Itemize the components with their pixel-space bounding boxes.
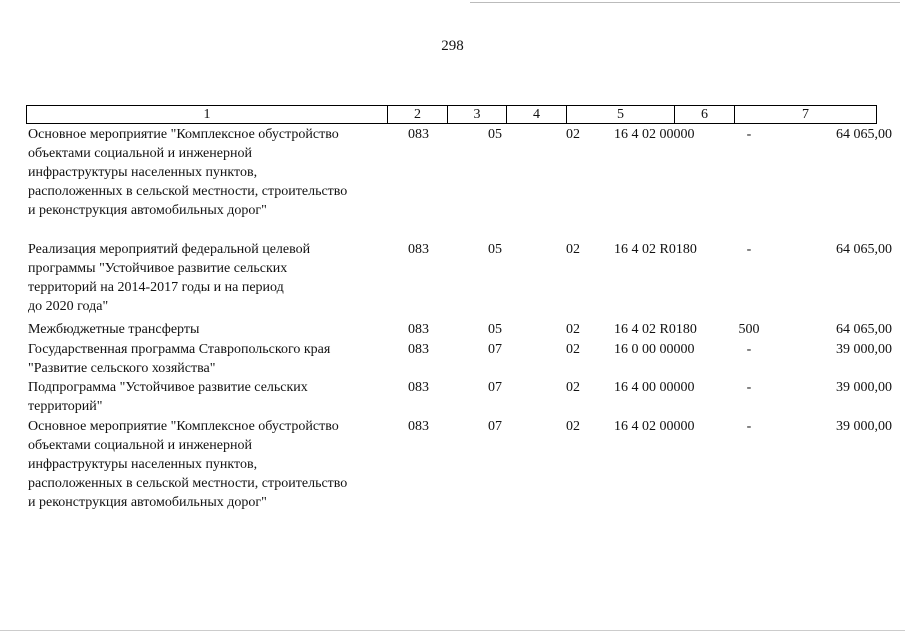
row-name: Межбюджетные трансферты <box>28 322 200 337</box>
table-row <box>26 378 892 417</box>
row-expense-type: - <box>746 242 752 257</box>
row-target-article: 16 0 00 00000 <box>614 342 695 357</box>
scan-artifact-bottom <box>0 630 905 631</box>
row-section: 05 <box>488 127 502 142</box>
table-body <box>26 125 892 517</box>
row-ministry-code: 083 <box>408 322 429 337</box>
row-section: 05 <box>488 242 502 257</box>
header-col-1: 1 <box>27 106 388 124</box>
header-col-2: 2 <box>388 106 448 124</box>
row-amount: 39 000,00 <box>836 342 892 357</box>
row-name: Государственная программа Ставропольского края "Развитие сельского хозяйства" <box>28 342 331 376</box>
row-ministry-code: 083 <box>408 380 429 395</box>
row-target-article: 16 4 02 00000 <box>614 127 695 142</box>
row-subsection: 02 <box>566 322 580 337</box>
header-col-3: 3 <box>448 106 507 124</box>
row-name: Основное мероприятие "Комплексное обустройство объектами социальной и инженерной инфраструктуры населенных пунктов, расположенных в сельской местности, строительство и реконструкция автомобильных дорог" <box>28 419 348 510</box>
table-row <box>26 417 892 517</box>
row-ministry-code: 083 <box>408 342 429 357</box>
header-col-7: 7 <box>735 106 877 124</box>
row-expense-type: - <box>746 127 752 142</box>
row-target-article: 16 4 02 R0180 <box>614 322 697 337</box>
row-expense-type: - <box>746 380 752 395</box>
row-name: Подпрограмма "Устойчивое развитие сельских территорий" <box>28 380 308 414</box>
row-amount: 64 065,00 <box>836 127 892 142</box>
header-col-4: 4 <box>507 106 567 124</box>
row-name: Основное мероприятие "Комплексное обустройство объектами социальной и инженерной инфраструктуры населенных пунктов, расположенных в сельской местности, строительство и реконструкция автомобильных дорог" <box>28 127 348 218</box>
row-subsection: 02 <box>566 342 580 357</box>
row-amount: 39 000,00 <box>836 380 892 395</box>
row-target-article: 16 4 02 00000 <box>614 419 695 434</box>
row-expense-type: - <box>746 342 752 357</box>
column-number-header <box>26 105 877 124</box>
row-name: Реализация мероприятий федеральной целевой программы "Устойчивое развитие сельских территорий на 2014-2017 годы и на период до 2020 года" <box>28 242 311 314</box>
row-target-article: 16 4 00 00000 <box>614 380 695 395</box>
table-row <box>26 340 892 378</box>
row-ministry-code: 083 <box>408 127 429 142</box>
row-target-article: 16 4 02 R0180 <box>614 242 697 257</box>
row-section: 07 <box>488 419 502 434</box>
table-row <box>26 240 892 320</box>
row-amount: 64 065,00 <box>836 322 892 337</box>
row-expense-type: - <box>746 419 752 434</box>
scan-artifact-top <box>470 2 900 3</box>
row-amount: 64 065,00 <box>836 242 892 257</box>
page-number: 298 <box>441 38 464 54</box>
row-amount: 39 000,00 <box>836 419 892 434</box>
row-subsection: 02 <box>566 242 580 257</box>
row-subsection: 02 <box>566 419 580 434</box>
row-ministry-code: 083 <box>408 419 429 434</box>
header-col-6: 6 <box>675 106 735 124</box>
table-row <box>26 320 892 340</box>
row-subsection: 02 <box>566 127 580 142</box>
row-section: 07 <box>488 342 502 357</box>
row-expense-type: 500 <box>738 322 760 337</box>
row-subsection: 02 <box>566 380 580 395</box>
row-section: 05 <box>488 322 502 337</box>
row-section: 07 <box>488 380 502 395</box>
header-col-5: 5 <box>567 106 675 124</box>
row-ministry-code: 083 <box>408 242 429 257</box>
table-row <box>26 125 892 240</box>
